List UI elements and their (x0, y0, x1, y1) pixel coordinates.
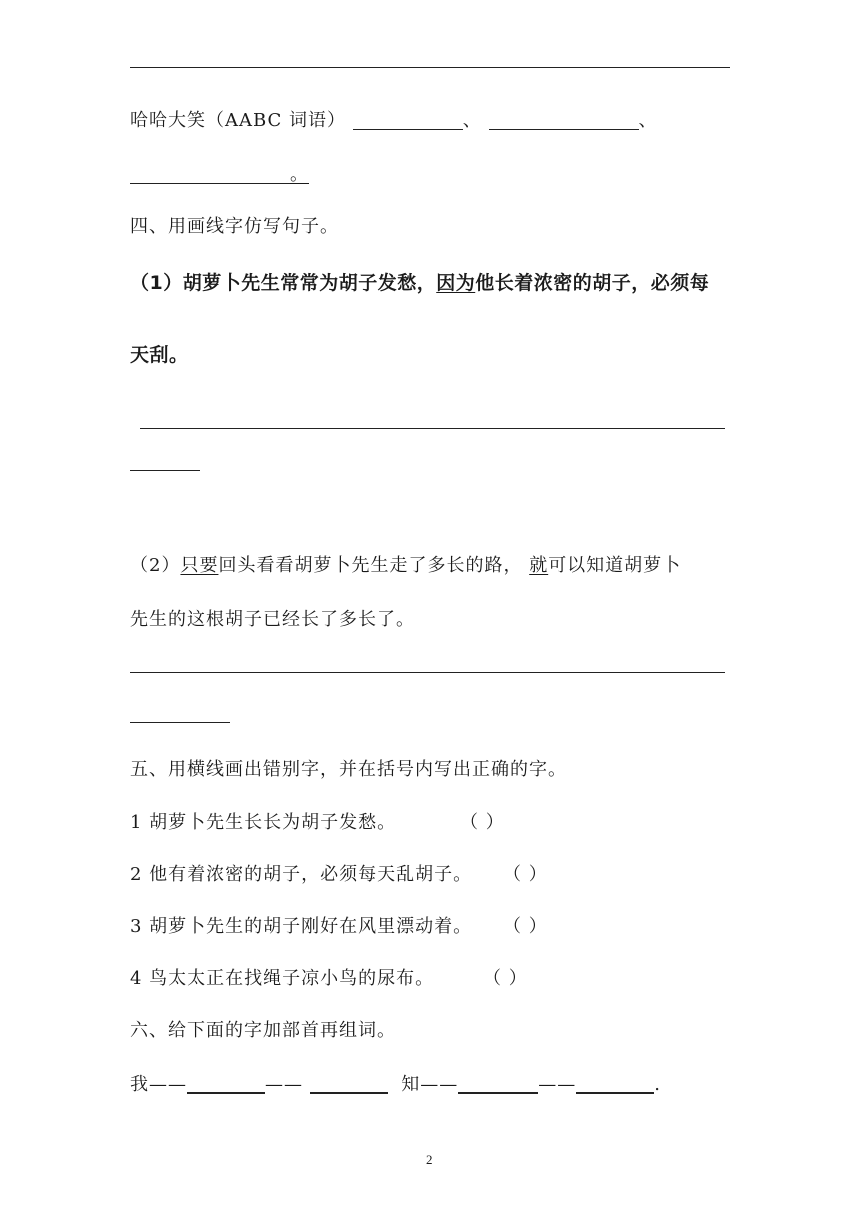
word-blank-2[interactable] (310, 1074, 388, 1094)
q2-pre-text: （2） (130, 555, 181, 576)
q2-answer-line-2[interactable] (130, 722, 230, 723)
aabc-prompt: 哈哈大笑（AABC 词语） (130, 110, 347, 131)
period-mark: 。 (290, 164, 309, 185)
q1-answer-line-2[interactable] (130, 470, 200, 471)
error-item-4-paren[interactable]: （ ） (483, 968, 528, 989)
dash-3: —— (420, 1074, 459, 1095)
word-blank-3[interactable] (458, 1074, 538, 1094)
dash-1: —— (149, 1074, 187, 1095)
answer-blank-2[interactable] (489, 111, 639, 130)
q2-answer-line-1[interactable] (130, 672, 725, 673)
error-item-1-paren[interactable]: （ ） (460, 812, 505, 833)
q1-pre-text: （1）胡萝卜先生常常为胡子发愁， (130, 272, 437, 294)
radical-exercise-line (130, 1070, 661, 1096)
section-6-heading: 六、给下面的字加部首再组词。 (130, 1020, 396, 1041)
q1-sentence-line2: 天刮。 (130, 344, 189, 366)
q2-sentence-line1 (130, 551, 681, 577)
aabc-continue-line (130, 160, 309, 186)
section-5-heading: 五、用横线画出错别字，并在括号内写出正确的字。 (130, 759, 567, 780)
error-item-3-paren[interactable]: （ ） (503, 916, 548, 937)
error-item-1 (130, 808, 396, 834)
radical-char-2: 知 (401, 1074, 421, 1095)
q2-post-text: 可以知道胡萝卜 (548, 555, 682, 576)
q2-mid-text: 回头看看胡萝卜先生走了多长的路， (218, 555, 523, 576)
q2-underlined-word-2: 就 (529, 555, 549, 576)
word-blank-1[interactable] (187, 1074, 265, 1094)
q2-underlined-word-1: 只要 (180, 555, 219, 576)
q2-sentence-line2: 先生的这根胡子已经长了多长了。 (130, 609, 415, 630)
error-item-2 (130, 860, 472, 886)
q1-underlined-word: 因为 (436, 272, 476, 294)
error-item-text: 1 胡萝卜先生长长为胡子发愁。 (130, 812, 397, 833)
error-item-text: 4 鸟太太正在找绳子凉小鸟的尿布。 (130, 968, 435, 989)
error-item-text: 2 他有着浓密的胡子，必须每天乱胡子。 (130, 864, 473, 885)
q1-post-text: 他长着浓密的胡子，必须每 (475, 272, 710, 294)
q1-answer-line-1[interactable] (140, 428, 725, 429)
separator-1: 、 (462, 110, 482, 131)
word-blank-4[interactable] (576, 1074, 654, 1094)
dash-4: —— (538, 1074, 577, 1095)
page-number: 2 (426, 1152, 433, 1167)
answer-blank-3[interactable] (130, 165, 290, 184)
dash-2: —— (265, 1074, 303, 1095)
radical-char-1: 我 (130, 1074, 149, 1095)
answer-blank-1[interactable] (353, 111, 463, 130)
aabc-prompt-line (130, 106, 658, 132)
error-item-text: 3 胡萝卜先生的胡子刚好在风里漂动着。 (130, 916, 473, 937)
q1-sentence-line1 (130, 268, 709, 295)
separator-2: 、 (638, 110, 658, 131)
section-4-heading: 四、用画线字仿写句子。 (130, 216, 339, 237)
error-item-3 (130, 912, 472, 938)
end-period: . (654, 1074, 661, 1095)
error-item-2-paren[interactable]: （ ） (503, 864, 548, 885)
error-item-4 (130, 964, 434, 990)
top-rule (130, 67, 730, 68)
